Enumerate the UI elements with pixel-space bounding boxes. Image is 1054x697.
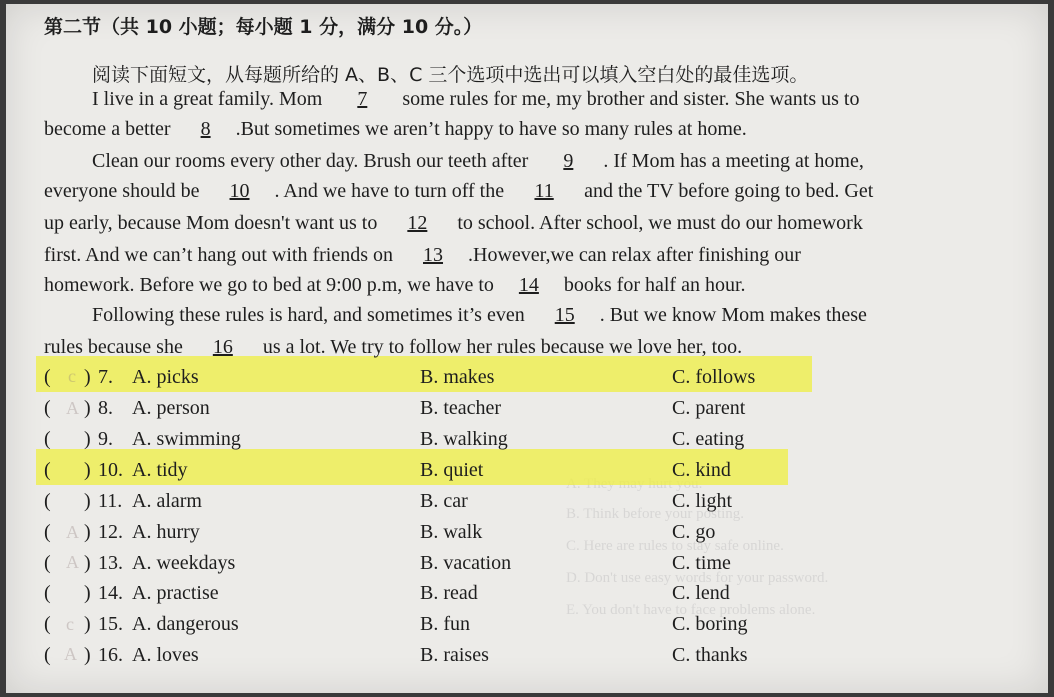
question-number: 8.	[98, 397, 113, 419]
option-a: A. swimming	[132, 428, 241, 450]
option-b: B. walk	[420, 521, 483, 543]
option-a: A. practise	[132, 582, 219, 604]
answer-paren-close: )	[84, 644, 91, 666]
worksheet-page	[6, 4, 1048, 693]
answer-paren-close: )	[84, 397, 91, 419]
passage-line: Following these rules is hard, and sometimes it’s even 15 . But we know Mom makes these	[92, 304, 867, 326]
blank-16: 16	[212, 336, 233, 358]
answer-paren-open: (	[44, 366, 51, 388]
pencil-answer: A	[66, 552, 79, 572]
answer-paren-open: (	[44, 490, 51, 512]
question-number: 16.	[98, 644, 123, 666]
passage-line: up early, because Mom doesn't want us to 12 to school. After school, we must do our homework	[44, 212, 863, 234]
blank-11: 11	[534, 180, 554, 202]
option-c: C. time	[672, 552, 731, 574]
option-a: A. picks	[132, 366, 199, 388]
pencil-answer: A	[66, 522, 79, 542]
question-number: 12.	[98, 521, 123, 543]
option-c: C. eating	[672, 428, 745, 450]
question-number: 15.	[98, 613, 123, 635]
blank-10: 10	[229, 180, 250, 202]
question-number: 14.	[98, 582, 123, 604]
option-c: C. thanks	[672, 644, 748, 666]
pencil-answer: A	[66, 398, 79, 418]
option-c: C. go	[672, 521, 716, 543]
answer-paren-open: (	[44, 552, 51, 574]
passage-line: rules because she 16 us a lot. We try to follow her rules because we love her, too.	[44, 336, 743, 358]
answer-paren-close: )	[84, 552, 91, 574]
bleed-through-text: E. You don't have to face problems alone.	[566, 602, 816, 618]
option-a: A. hurry	[132, 521, 200, 543]
answer-paren-close: )	[84, 366, 91, 388]
answer-paren-open: (	[44, 644, 51, 666]
answer-paren-open: (	[44, 459, 51, 481]
answer-paren-close: )	[84, 582, 91, 604]
option-b: B. makes	[420, 366, 495, 388]
option-a: A. dangerous	[132, 613, 239, 635]
option-c: C. light	[672, 490, 733, 512]
option-a: A. person	[132, 397, 210, 419]
option-b: B. raises	[420, 644, 489, 666]
option-c: C. boring	[672, 613, 748, 635]
pencil-answer: c	[68, 366, 76, 386]
blank-8: 8	[200, 118, 211, 140]
blank-7: 7	[357, 88, 368, 110]
section-header: 第二节（共 10 小题；每小题 1 分，满分 10 分。）	[44, 16, 483, 38]
question-number: 9.	[98, 428, 113, 450]
blank-14: 14	[518, 274, 539, 296]
answer-paren-close: )	[84, 428, 91, 450]
question-number: 11.	[98, 490, 123, 512]
blank-9: 9	[563, 150, 574, 172]
bleed-through-text: C. Here are rules to stay safe online.	[566, 538, 784, 554]
option-c: C. kind	[672, 459, 731, 481]
option-b: B. teacher	[420, 397, 502, 419]
option-a: A. loves	[132, 644, 199, 666]
option-a: A. alarm	[132, 490, 202, 512]
blank-15: 15	[554, 304, 575, 326]
option-b: B. quiet	[420, 459, 484, 481]
option-b: B. walking	[420, 428, 508, 450]
answer-paren-open: (	[44, 428, 51, 450]
pencil-answer: A	[64, 644, 77, 664]
passage-line: Clean our rooms every other day. Brush our teeth after 9 . If Mom has a meeting at home,	[92, 150, 864, 172]
passage-line: become a better 8 .But sometimes we aren’t happy to have so many rules at home.	[44, 118, 747, 140]
option-a: A. weekdays	[132, 552, 236, 574]
passage-line: homework. Before we go to bed at 9:00 p.m, we have to 14 books for half an hour.	[44, 274, 746, 296]
option-b: B. fun	[420, 613, 470, 635]
option-c: C. follows	[672, 366, 756, 388]
option-a: A. tidy	[132, 459, 188, 481]
answer-paren-close: )	[84, 521, 91, 543]
bleed-through-text: D. Don't use easy words for your password.	[566, 570, 829, 586]
answer-paren-close: )	[84, 459, 91, 481]
answer-paren-open: (	[44, 397, 51, 419]
question-number: 7.	[98, 366, 113, 388]
option-b: B. car	[420, 490, 468, 512]
answer-paren-close: )	[84, 613, 91, 635]
bleed-through-text: B. Think before your posting.	[566, 506, 745, 522]
question-number: 13.	[98, 552, 123, 574]
option-b: B. read	[420, 582, 478, 604]
answer-paren-close: )	[84, 490, 91, 512]
answer-paren-open: (	[44, 613, 51, 635]
option-c: C. parent	[672, 397, 746, 419]
blank-13: 13	[423, 244, 444, 266]
question-number: 10.	[98, 459, 123, 481]
option-b: B. vacation	[420, 552, 512, 574]
option-c: C. lend	[672, 582, 730, 604]
passage-line: everyone should be 10 . And we have to turn off the 11 and the TV before going to bed. Get	[44, 180, 874, 202]
answer-paren-open: (	[44, 582, 51, 604]
blank-12: 12	[407, 212, 428, 234]
answer-paren-open: (	[44, 521, 51, 543]
instruction-text: 阅读下面短文，从每题所给的 A、B、C 三个选项中选出可以填入空白处的最佳选项。	[92, 64, 809, 86]
passage-line: first. And we can’t hang out with friends on 13 .However,we can relax after finishing our	[44, 244, 801, 266]
pencil-answer: c	[66, 614, 74, 634]
passage-line: I live in a great family. Mom 7 some rules for me, my brother and sister. She wants us to	[92, 88, 860, 110]
